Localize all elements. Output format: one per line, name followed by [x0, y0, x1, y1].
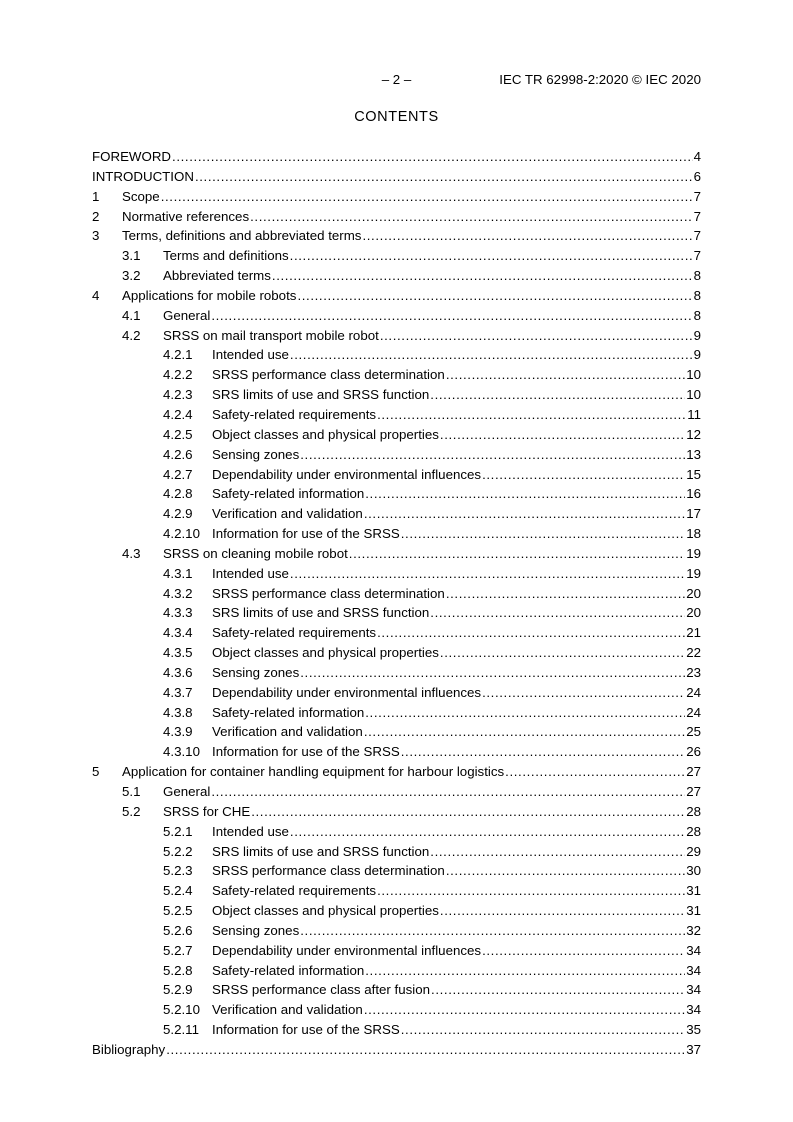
toc-entry-number: 5.1	[122, 784, 141, 799]
toc-entry-page: 25	[686, 724, 701, 740]
toc-entry-number: 4.2.2	[163, 367, 193, 383]
toc-entry-page: 30	[686, 863, 701, 879]
toc-entry	[92, 524, 701, 544]
page-header	[92, 72, 701, 89]
dot-leader	[401, 1020, 685, 1040]
toc-entry-page: 24	[686, 684, 701, 700]
toc-entry-title: Safety-related information	[212, 704, 365, 720]
toc-entry	[92, 822, 701, 842]
toc-entry-title: FOREWORD	[92, 149, 172, 164]
toc-entry-number: 4.3.3	[163, 605, 193, 621]
dot-leader	[251, 802, 685, 822]
toc-entry-number: 4.3.8	[163, 704, 193, 720]
toc-entry-page: 7	[693, 248, 701, 264]
toc-entry	[92, 207, 701, 227]
toc-entry	[92, 564, 701, 584]
toc-entry	[92, 782, 701, 802]
dot-leader	[172, 147, 693, 167]
toc-entry-title: Object classes and physical properties	[212, 645, 439, 661]
toc-entry-number: 4.2.10	[163, 526, 200, 542]
toc-entry-page: 27	[686, 784, 701, 799]
dot-leader	[290, 345, 693, 365]
toc-entry	[92, 226, 701, 246]
dot-leader	[290, 246, 693, 266]
toc-entry-title: Safety-related requirements	[212, 625, 377, 641]
toc-entry-title: Verification and validation	[212, 724, 363, 740]
dot-leader	[300, 445, 685, 465]
toc-entry-number: 5.2.10	[163, 1002, 200, 1018]
toc-entry-title: SRSS performance class determination	[212, 585, 445, 601]
dot-leader	[161, 187, 693, 207]
toc-entry	[92, 345, 701, 365]
toc-entry	[92, 187, 701, 207]
toc-entry-title: Bibliography	[92, 1041, 166, 1057]
dot-leader	[446, 861, 685, 881]
toc-entry-title: Intended use	[212, 347, 289, 363]
toc-entry	[92, 980, 701, 1000]
dot-leader	[211, 782, 685, 802]
toc-entry	[92, 881, 701, 901]
toc-entry-page: 35	[686, 1022, 701, 1038]
toc-entry-title: Dependability under environmental influences	[212, 684, 482, 700]
toc-entry-number: 4.2.8	[163, 486, 193, 502]
toc-entry-title: Application for container handling equipment for harbour logistics	[122, 764, 505, 780]
toc-entry-title: SRSS performance class determination	[212, 367, 445, 383]
dot-leader	[430, 603, 685, 623]
toc-entry-number: 4.2.1	[163, 347, 193, 363]
toc-entry-number: 4.2.4	[163, 406, 193, 422]
toc-entry-number: 5.2.6	[163, 922, 193, 938]
toc-entry-number: 5.2.11	[163, 1022, 199, 1038]
dot-leader	[380, 326, 693, 346]
dot-leader	[166, 1040, 685, 1060]
toc-entry-number: 4.1	[122, 307, 141, 323]
toc-entry-number: 2	[92, 208, 100, 224]
dot-leader	[482, 465, 685, 485]
toc-entry-page: 7	[693, 208, 701, 224]
toc-entry	[92, 465, 701, 485]
toc-entry-title: Terms and definitions	[163, 248, 289, 264]
toc-entry-page: 8	[693, 287, 701, 303]
toc-entry-title: SRSS performance class after fusion	[212, 982, 431, 998]
dot-leader	[365, 961, 685, 981]
toc-entry-number: 4.3.5	[163, 645, 193, 661]
toc-entry-title: Safety-related requirements	[212, 406, 377, 422]
toc-entry	[92, 425, 701, 445]
toc-entry-number: 4.2.7	[163, 466, 193, 482]
toc-entry-page: 13	[686, 446, 701, 462]
toc-entry	[92, 961, 701, 981]
toc-entry-number: 4.3.4	[163, 625, 193, 641]
toc-entry-title: Information for use of the SRSS	[212, 744, 400, 760]
toc-entry	[92, 643, 701, 663]
toc-entry-page: 16	[686, 486, 701, 502]
toc-entry	[92, 286, 701, 306]
dot-leader	[446, 365, 685, 385]
dot-leader	[377, 881, 685, 901]
toc-entry	[92, 266, 701, 286]
toc-entry-title: Verification and validation	[212, 1002, 363, 1018]
toc-entry-page: 19	[686, 565, 701, 581]
dot-leader	[272, 266, 693, 286]
toc-entry-number: 4.2.9	[163, 506, 193, 522]
toc-entry	[92, 842, 701, 862]
toc-entry	[92, 683, 701, 703]
dot-leader	[505, 762, 685, 782]
toc-entry-title: Safety-related information	[212, 962, 365, 978]
toc-entry-number: 5	[92, 764, 100, 780]
toc-entry-title: Object classes and physical properties	[212, 426, 439, 442]
toc-entry-title: Applications for mobile robots	[122, 287, 297, 303]
dot-leader	[377, 623, 685, 643]
toc-entry-number: 5.2.4	[163, 883, 193, 899]
toc-entry-page: 8	[693, 307, 701, 323]
toc-entry-number: 5.2.7	[163, 942, 193, 958]
toc-entry-page: 37	[686, 1041, 701, 1057]
toc-entry-page: 23	[686, 664, 701, 680]
toc-entry	[92, 584, 701, 604]
dot-leader	[297, 286, 692, 306]
toc-entry-page: 19	[686, 545, 701, 561]
dot-leader	[431, 980, 685, 1000]
dot-leader	[364, 1000, 685, 1020]
dot-leader	[364, 722, 685, 742]
toc-entry-number: 5.2.8	[163, 962, 193, 978]
dot-leader	[482, 941, 685, 961]
dot-leader	[401, 524, 685, 544]
toc-entry-page: 31	[686, 883, 701, 899]
toc-entry	[92, 1020, 701, 1040]
contents-title: CONTENTS	[354, 109, 439, 125]
toc-entry-page: 26	[686, 744, 701, 760]
toc-entry-number: 4.3	[122, 545, 141, 561]
dot-leader	[377, 405, 686, 425]
toc-entry	[92, 663, 701, 683]
toc-entry	[92, 703, 701, 723]
dot-leader	[290, 564, 685, 584]
toc-entry-title: Dependability under environmental influences	[212, 942, 482, 958]
toc-entry-title: Safety-related requirements	[212, 883, 377, 899]
toc-entry-title: Sensing zones	[212, 446, 300, 462]
toc-entry-page: 31	[686, 903, 701, 919]
toc-entry-page: 34	[686, 1002, 701, 1018]
toc-entry	[92, 326, 701, 346]
toc-entry-page: 29	[686, 843, 701, 859]
toc-entry-page: 28	[686, 823, 701, 839]
toc-entry-title: SRSS for CHE	[163, 803, 251, 819]
dot-leader	[440, 901, 685, 921]
dot-leader	[446, 584, 685, 604]
toc-entry-number: 5.2.3	[163, 863, 193, 879]
toc-entry	[92, 1000, 701, 1020]
toc-entry-number: 4.3.6	[163, 664, 193, 680]
dot-leader	[364, 504, 685, 524]
toc-entry-number: 4	[92, 287, 100, 303]
toc-entry-page: 9	[693, 327, 701, 343]
toc-entry-title: Sensing zones	[212, 664, 300, 680]
toc-entry-number: 5.2.1	[163, 823, 193, 839]
toc-entry-number: 1	[92, 188, 100, 204]
toc-entry-page: 10	[686, 387, 701, 403]
toc-entry-page: 7	[693, 188, 701, 204]
toc-entry	[92, 405, 701, 425]
dot-leader	[300, 921, 685, 941]
toc-entry	[92, 921, 701, 941]
toc-entry-title: General	[163, 307, 211, 323]
toc-entry	[92, 603, 701, 623]
toc-entry-page: 12	[686, 426, 701, 442]
toc-entry-number: 4.3.1	[163, 565, 193, 581]
toc-entry	[92, 147, 701, 167]
toc-entry-page: 20	[686, 585, 701, 601]
toc-entry-number: 5.2.2	[163, 843, 193, 859]
toc-entry-page: 24	[686, 704, 701, 720]
toc-entry-number: 4.2.6	[163, 446, 193, 462]
toc-entry-page: 21	[686, 625, 701, 641]
toc-entry-page: 8	[693, 268, 701, 284]
toc-entry	[92, 941, 701, 961]
toc-entry-title: Information for use of the SRSS	[212, 1022, 400, 1038]
dot-leader	[430, 842, 685, 862]
toc-entry-number: 3.2	[122, 268, 141, 284]
dot-leader	[365, 703, 685, 723]
toc-entry	[92, 742, 701, 762]
toc-entry	[92, 762, 701, 782]
toc-entry-title: Normative references	[122, 208, 250, 224]
toc-entry-page: 17	[686, 506, 701, 522]
toc-entry-number: 5.2.5	[163, 903, 193, 919]
toc-list	[92, 147, 701, 1060]
toc-entry-page: 22	[686, 645, 701, 661]
toc-entry-title: General	[163, 784, 211, 799]
dot-leader	[250, 207, 692, 227]
toc-entry-title: Object classes and physical properties	[212, 903, 439, 919]
toc-entry	[92, 385, 701, 405]
toc-entry-number: 4.2.5	[163, 426, 193, 442]
toc-entry	[92, 802, 701, 822]
toc-entry-page: 10	[686, 367, 701, 383]
toc-entry-page: 32	[686, 922, 701, 938]
toc-entry-number: 5.2	[122, 803, 141, 819]
toc-entry-page: 28	[686, 803, 701, 819]
toc-entry-number: 4.3.2	[163, 585, 193, 601]
toc-entry-title: Intended use	[212, 823, 289, 839]
toc-entry-page: 20	[686, 605, 701, 621]
toc-entry	[92, 861, 701, 881]
toc-entry-number: 3	[92, 228, 100, 244]
dot-leader	[362, 226, 692, 246]
toc-entry-title: SRS limits of use and SRSS function	[212, 843, 430, 859]
toc-entry	[92, 722, 701, 742]
toc-entry-number: 4.2.3	[163, 387, 193, 403]
toc-entry	[92, 484, 701, 504]
toc-entry-page: 18	[686, 526, 701, 542]
toc-entry-title: SRSS on cleaning mobile robot	[163, 545, 348, 561]
toc-entry-number: 4.3.9	[163, 724, 193, 740]
toc-entry	[92, 1040, 701, 1060]
toc-entry-page: 34	[686, 982, 701, 998]
toc-entry-title: INTRODUCTION	[92, 168, 194, 184]
dot-leader	[290, 822, 685, 842]
toc-entry	[92, 306, 701, 326]
toc-entry-page: 9	[693, 347, 701, 363]
toc-entry-number: 4.3.10	[163, 744, 200, 760]
toc-entry-page: 27	[686, 764, 701, 780]
toc-entry-page: 15	[686, 466, 701, 482]
document-reference: IEC TR 62998-2:2020 © IEC 2020	[499, 72, 701, 87]
toc-entry-page: 4	[693, 149, 701, 164]
toc-entry	[92, 901, 701, 921]
toc-entry-number: 5.2.9	[163, 982, 193, 998]
dot-leader	[440, 425, 685, 445]
toc-entry	[92, 246, 701, 266]
toc-entry-page: 34	[686, 962, 701, 978]
toc-entry	[92, 445, 701, 465]
toc-entry-title: SRS limits of use and SRSS function	[212, 387, 430, 403]
dot-leader	[430, 385, 685, 405]
dot-leader	[195, 167, 693, 187]
toc-entry-page: 7	[693, 228, 701, 244]
toc-entry-title: Information for use of the SRSS	[212, 526, 400, 542]
dot-leader	[401, 742, 685, 762]
page-number-marker: – 2 –	[381, 72, 412, 87]
toc-entry-number: 3.1	[122, 248, 141, 264]
toc-entry	[92, 365, 701, 385]
dot-leader	[482, 683, 685, 703]
toc-entry-title: SRSS on mail transport mobile robot	[163, 327, 379, 343]
toc-entry	[92, 167, 701, 187]
toc-entry-title: Abbreviated terms	[163, 268, 271, 284]
dot-leader	[365, 484, 685, 504]
toc-entry-title: Terms, definitions and abbreviated terms	[122, 228, 362, 244]
toc-entry	[92, 544, 701, 564]
toc-entry-title: Safety-related information	[212, 486, 365, 502]
dot-leader	[300, 663, 685, 683]
toc-entry-title: Scope	[122, 188, 160, 204]
toc-entry-page: 34	[686, 942, 701, 958]
toc-entry-title: Verification and validation	[212, 506, 363, 522]
toc-entry-number: 4.2	[122, 327, 141, 343]
toc-entry-title: SRS limits of use and SRSS function	[212, 605, 430, 621]
toc-entry-number: 4.3.7	[163, 684, 193, 700]
toc-entry-page: 6	[693, 168, 701, 184]
dot-leader	[211, 306, 692, 326]
toc-entry-title: Dependability under environmental influences	[212, 466, 482, 482]
dot-leader	[349, 544, 685, 564]
toc-entry-title: SRSS performance class determination	[212, 863, 445, 879]
toc-entry	[92, 623, 701, 643]
toc-entry	[92, 504, 701, 524]
toc-entry-page: 11	[687, 406, 701, 422]
toc-entry-title: Intended use	[212, 565, 289, 581]
toc-entry-title: Sensing zones	[212, 922, 300, 938]
dot-leader	[440, 643, 685, 663]
